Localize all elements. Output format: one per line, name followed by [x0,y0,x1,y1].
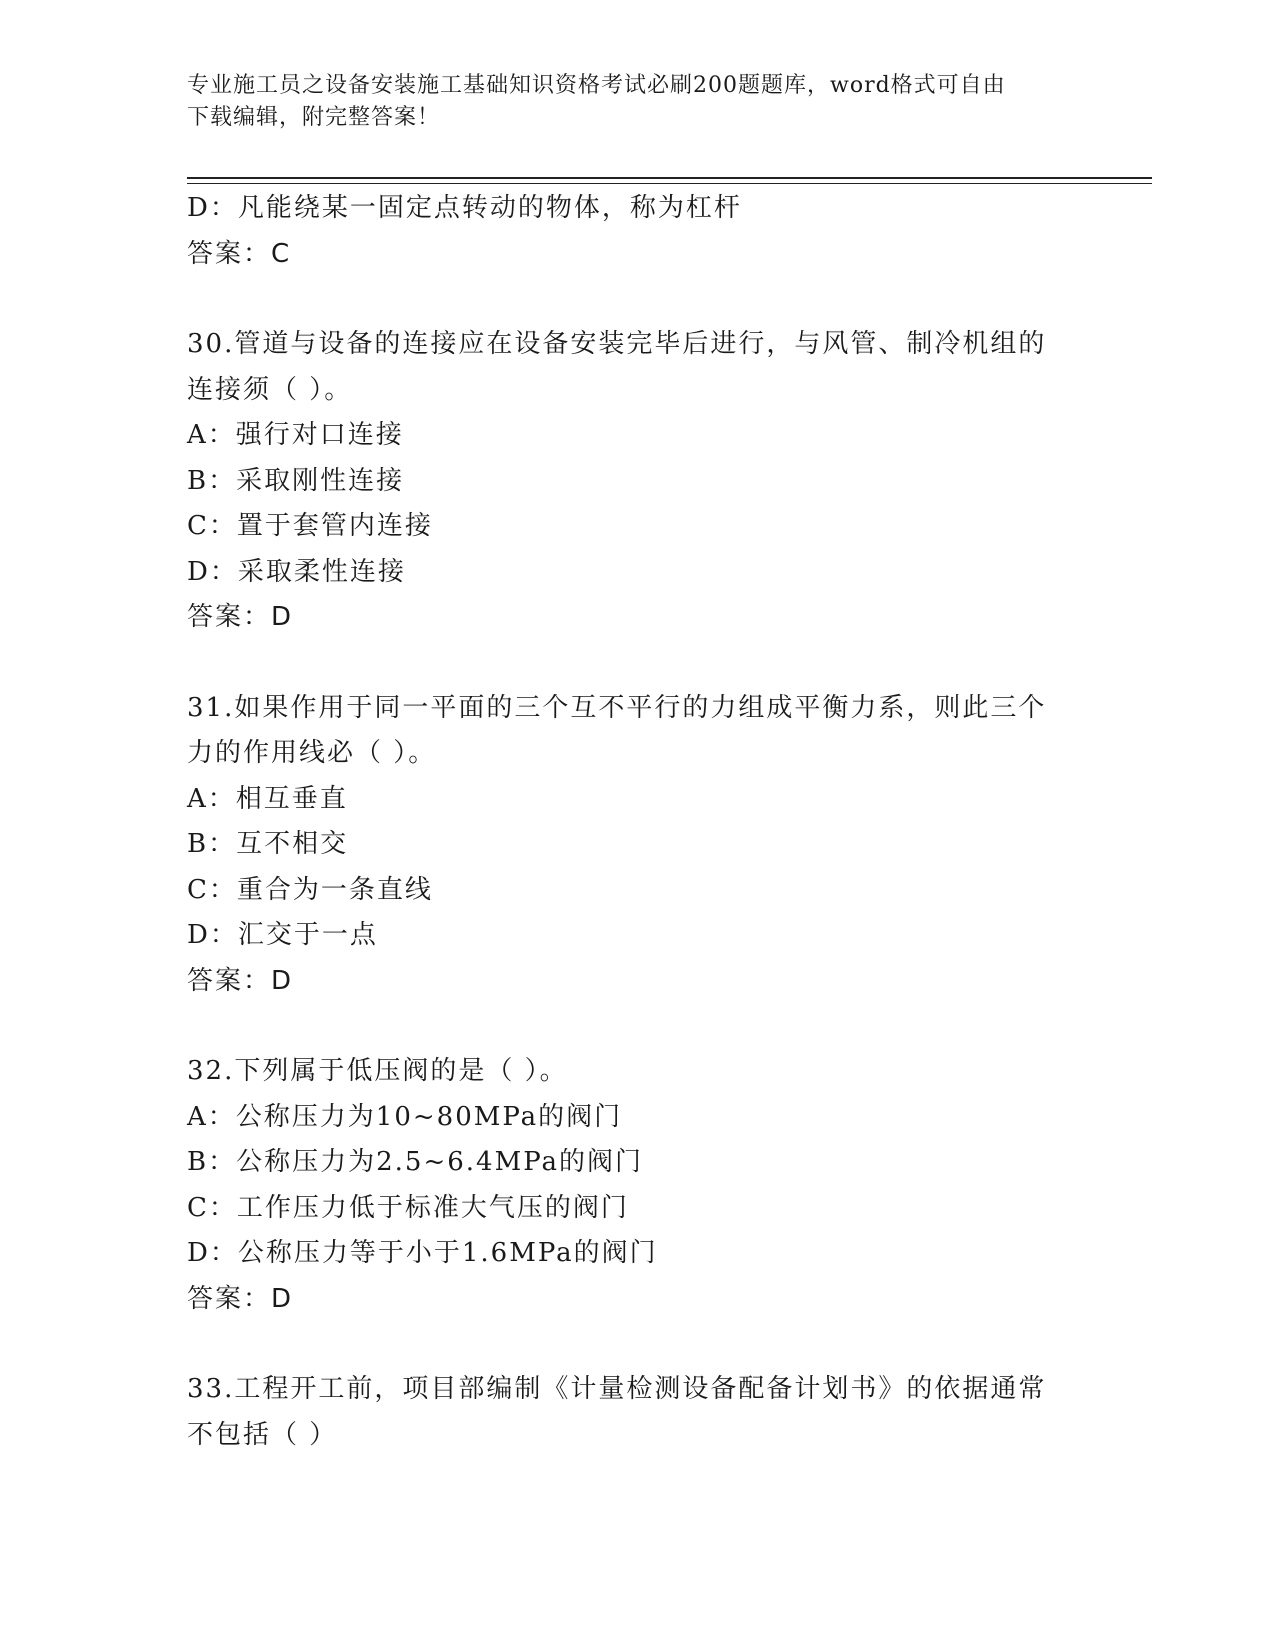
question-stem: 32.下列属于低压阀的是（ ）。 [187,1056,568,1086]
question-stem: 33.工程开工前，项目部编制《计量检测设备配备计划书》的依据通常 [187,1374,1047,1404]
question-stem-cont: 连接须（ ）。 [187,374,353,405]
question-stem: 30.管道与设备的连接应在设备安装完毕后进行，与风管、制冷机组的 [187,329,1047,359]
option-a: A：公称压力为10~80MPa的阀门 [187,1101,623,1132]
option-d: D：公称压力等于小于1.6MPa的阀门 [187,1238,658,1268]
option-b: B：互不相交 [187,829,349,859]
question-stem: 31.如果作用于同一平面的三个互不平行的力组成平衡力系，则此三个 [187,692,1047,723]
answer: 答案：C [187,238,292,269]
option-d: D：采取柔性连接 [187,556,406,587]
spacer [187,1004,1087,1049]
answer: 答案：D [187,1283,294,1314]
option-d: D：凡能绕某一固定点转动的物体，称为杠杆 [187,193,742,223]
option-c: C：重合为一条直线 [187,874,433,905]
question-30 [187,322,1087,641]
spacer [187,641,1087,686]
option-b: B：采取刚性连接 [187,465,405,496]
question-stem-cont: 不包括（ ） [187,1419,338,1450]
option-b: B：公称压力为2.5~6.4MPa的阀门 [187,1147,644,1177]
question-33 [187,1367,1087,1458]
spacer [187,277,1087,322]
header-rule-thick [187,177,1152,179]
answer: 答案：D [187,965,294,996]
option-c: C：工作压力低于标准大气压的阀门 [187,1192,629,1223]
option-d: D：汇交于一点 [187,920,378,950]
document-header [187,70,1087,134]
question-31 [187,686,1087,1005]
option-c: C：置于套管内连接 [187,511,433,541]
option-a: A：强行对口连接 [187,420,404,450]
answer: 答案：D [187,602,294,632]
option-a: A：相互垂直 [187,783,348,814]
question-stem-cont: 力的作用线必（ ）。 [187,738,437,768]
header-rule-thin [187,183,1152,184]
header-line-1: 专业施工员之设备安装施工基础知识资格考试必刷200题题库，word格式可自由 [187,73,1006,98]
question-list [187,186,1087,1458]
question-32 [187,1049,1087,1322]
spacer [187,1322,1087,1367]
header-line-2: 下载编辑，附完整答案！ [187,105,441,130]
